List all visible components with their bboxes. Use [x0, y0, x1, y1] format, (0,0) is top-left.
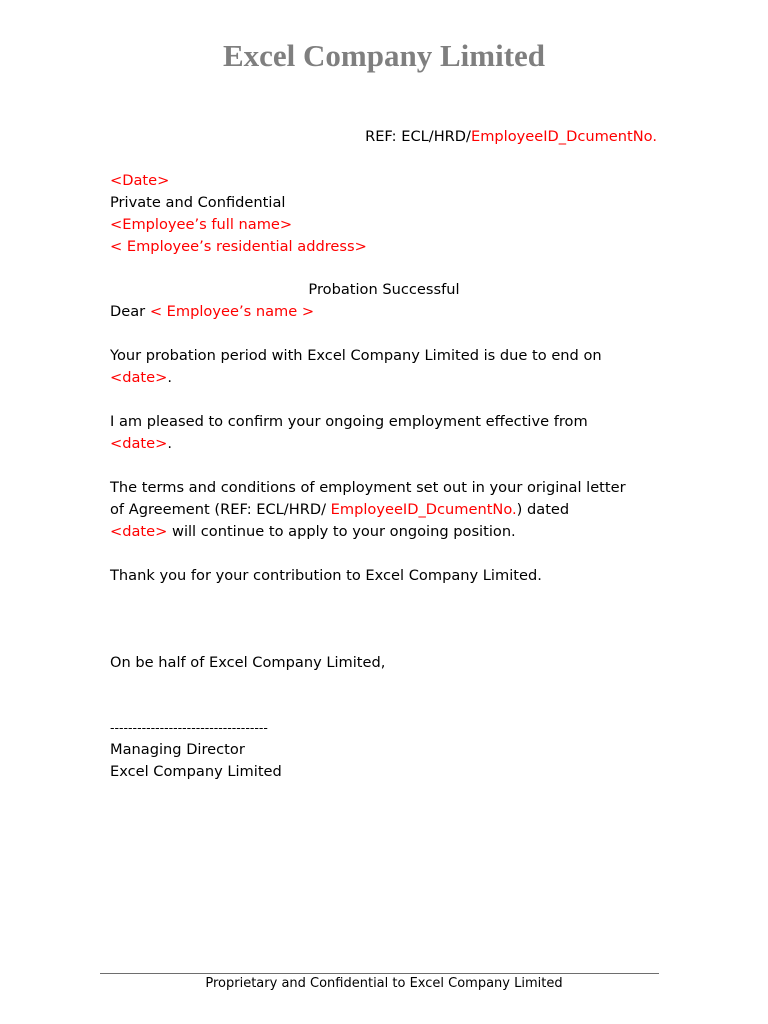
paragraph-3-line-3 — [110, 521, 516, 543]
confidential-label: Private and Confidential — [110, 194, 286, 211]
signatory-company: Excel Company Limited — [110, 763, 282, 780]
date-placeholder-1: <date> — [110, 369, 168, 386]
period: . — [167, 435, 173, 452]
reference-prefix: REF: ECL/HRD/ — [365, 128, 471, 145]
paragraph-1-line-1: Your probation period with Excel Company Limited is due to end on — [110, 347, 602, 364]
paragraph-3-line-1: The terms and conditions of employment set out in your original letter — [110, 479, 626, 496]
period: . — [167, 369, 173, 386]
on-behalf-line: On be half of Excel Company Limited, — [110, 654, 386, 671]
agreement-ref-placeholder: EmployeeID_DcumentNo. — [330, 501, 517, 518]
signature-line: ----------------------------------- — [110, 720, 268, 735]
paragraph-4: Thank you for your contribution to Excel Company Limited. — [110, 567, 542, 584]
company-title: Excel Company Limited — [222, 38, 546, 73]
salutation-prefix: Dear — [110, 303, 150, 320]
employee-address-placeholder: < Employee’s residential address> — [110, 238, 367, 255]
date-placeholder: <Date> — [110, 172, 170, 189]
date-placeholder-3: <date> — [110, 523, 168, 540]
signatory-title: Managing Director — [110, 741, 245, 758]
footer-divider — [100, 973, 659, 974]
salutation-name-placeholder: < Employee’s name > — [149, 303, 315, 320]
employee-full-name-placeholder: <Employee’s full name> — [110, 216, 293, 233]
agreement-ref-prefix: of Agreement (REF: ECL/HRD/ — [110, 501, 331, 518]
paragraph-1-line-2 — [110, 367, 172, 389]
paragraph-3-line-2 — [110, 499, 569, 521]
paragraph-3-line-3-text: will continue to apply to your ongoing position. — [167, 523, 516, 540]
footer-text: Proprietary and Confidential to Excel Company Limited — [205, 976, 563, 991]
salutation — [110, 301, 314, 323]
paragraph-2-line-1: I am pleased to confirm your ongoing employment effective from — [110, 413, 588, 430]
reference-placeholder: EmployeeID_DcumentNo. — [470, 128, 657, 145]
paragraph-2-line-2 — [110, 433, 172, 455]
agreement-ref-suffix: ) dated — [516, 501, 570, 518]
reference-line — [365, 126, 657, 148]
letter-subject: Probation Successful — [308, 281, 460, 298]
date-placeholder-2: <date> — [110, 435, 168, 452]
